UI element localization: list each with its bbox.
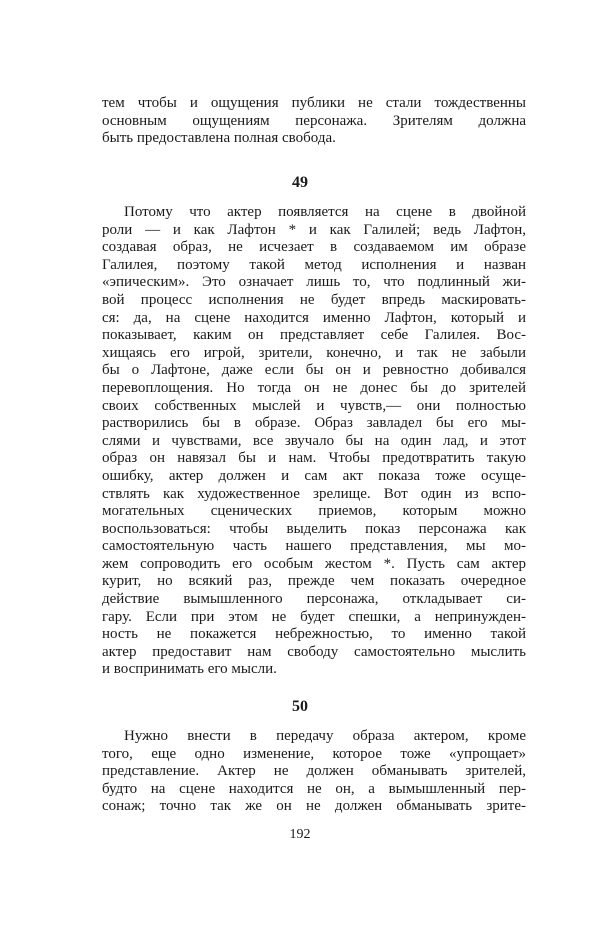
section-50-paragraph [102,728,526,816]
text-line: образ он навязал бы и нам. Чтобы предотвратить такую [102,450,526,467]
text-line: ность не покажется небрежностью, то именно такой [102,626,526,643]
text-line: основным ощущениям персонажа. Зрителям должна [102,112,526,129]
text-line: Потому что актер появляется на сцене в двойной [124,204,526,220]
text-line: самостоятельную часть нашего представления, мы мо- [102,538,526,555]
text-line: того, еще одно изменение, которое тоже «упрощает» [102,745,526,762]
text-line: и воспринимать его мысли. [102,661,277,678]
section-number-49: 49 [292,174,308,191]
text-line: воспользоваться: чтобы выделить показ персонажа как [102,520,526,537]
page-number: 192 [289,827,311,842]
text-line: тем чтобы и ощущения публики не стали тождественны [102,95,526,111]
text-line: своих собственных мыслей и чувств,— они полностью [102,397,526,414]
text-line: гару. Если при этом не будет спешки, а непринужден- [102,608,526,625]
text-line: растворились бы в образе. Образ завладел бы его мы- [102,415,526,432]
section-number-50: 50 [292,698,308,715]
text-line: жем сопроводить его особым жестом *. Пусть сам актер [102,555,526,572]
text-line: роли — и как Лафтон * и как Галилей; ведь Лафтон, [102,221,526,238]
text-line: Галилея, поэтому такой метод исполнения и назван [102,256,526,273]
text-line: курит, но всякий раз, прежде чем показать очередное [102,573,526,590]
text-line: актер предоставит нам свободу самостоятельно мыслить [102,643,526,660]
text-line: «эпическим». Это означает лишь то, что подлинный жи- [102,274,526,291]
text-line: бы о Лафтоне, даже если бы он и ревностно добивался [102,362,526,379]
text-line: ся: да, на сцене находится именно Лафтон, который и [102,309,526,326]
text-line: сонаж; точно так же он не должен обманывать зрите- [102,798,526,815]
text-line: будто на сцене находится не он, а вымышленный пер- [102,780,526,797]
text-line: Нужно внести в передачу образа актером, кроме [124,728,526,744]
continuation-paragraph [102,95,526,148]
text-line: быть предоставлена полная свобода. [102,130,336,147]
text-line: создавая образ, не исчезает в создаваемом им образе [102,239,526,256]
text-line: хищаясь его игрой, зрители, конечно, и так не забыли [102,344,526,361]
section-49-paragraph [102,204,526,679]
text-line: ошибку, актер должен и сам акт показа тоже осуще- [102,467,526,484]
text-line: представление. Актер не должен обманывать зрителей, [102,763,526,780]
text-line: показывает, каким он представляет себе Галилея. Вос- [102,327,526,344]
text-line: перевоплощения. Но тогда он не донес бы до зрителей [102,379,526,396]
text-line: действие вымышленного персонажа, откладывает си- [102,591,526,608]
text-line: вой процесс исполнения не будет впредь маскировать- [102,291,526,308]
text-line: слями и чувствами, все звучало бы на один лад, и этот [102,432,526,449]
text-line: могательных сценических приемов, которым можно [102,503,526,520]
text-line: ствлять как художественное зрелище. Вот один из вспо- [102,485,526,502]
